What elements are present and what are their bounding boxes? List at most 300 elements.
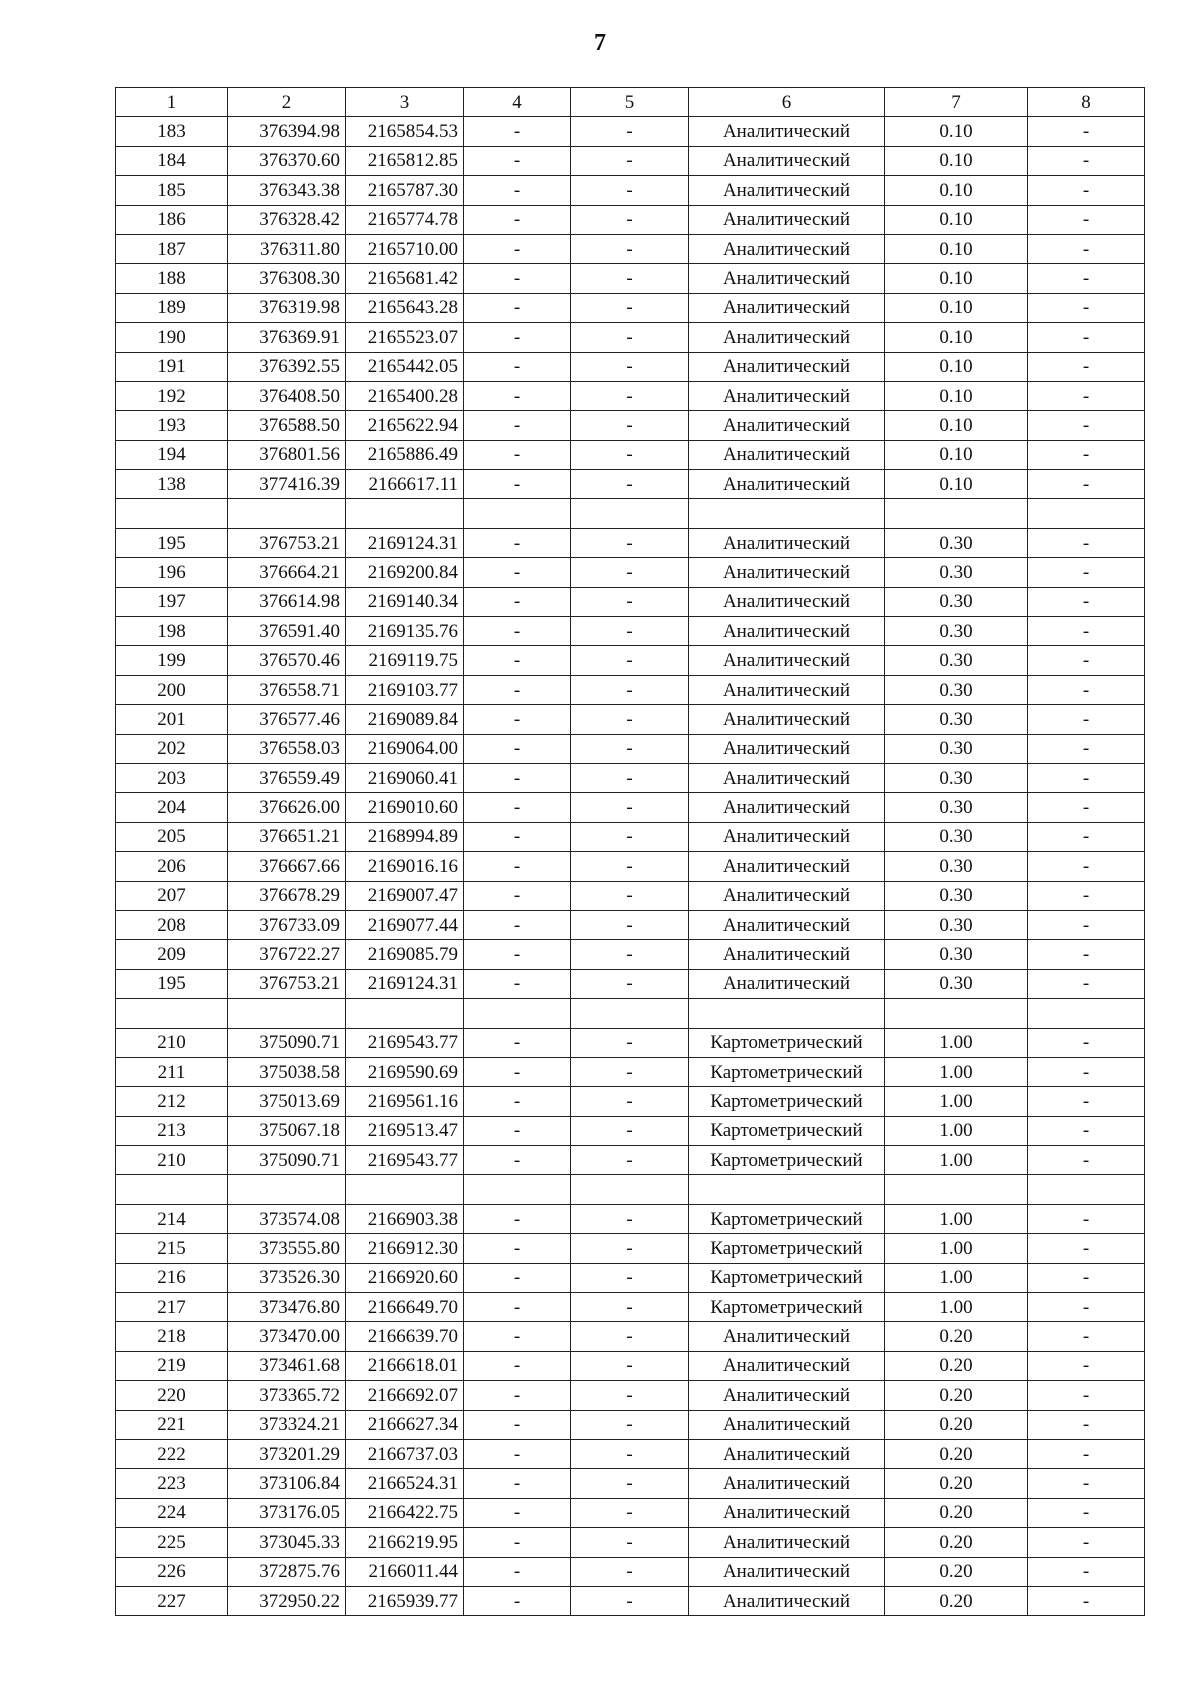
- table-cell: 2165681.42: [346, 264, 464, 293]
- column-header-6: 6: [689, 88, 885, 117]
- table-cell: 2165710.00: [346, 234, 464, 263]
- table-cell: -: [1028, 1263, 1145, 1292]
- table-cell: -: [1028, 146, 1145, 175]
- column-header-1: 1: [116, 88, 228, 117]
- table-cell: 375090.71: [228, 1028, 346, 1057]
- table-cell: 1.00: [885, 1293, 1028, 1322]
- table-cell: -: [571, 234, 689, 263]
- table-cell: 197: [116, 587, 228, 616]
- table-cell: Аналитический: [689, 646, 885, 675]
- table-cell: 195: [116, 528, 228, 557]
- table-cell: [464, 999, 571, 1028]
- table-row: [116, 1586, 1145, 1615]
- table-cell: -: [571, 558, 689, 587]
- table-cell: -: [571, 793, 689, 822]
- table-cell: -: [464, 1381, 571, 1410]
- table-row: [116, 1498, 1145, 1527]
- table-cell: 2169543.77: [346, 1146, 464, 1175]
- table-cell: 0.30: [885, 852, 1028, 881]
- table-cell: 376370.60: [228, 146, 346, 175]
- table-cell: 0.20: [885, 1586, 1028, 1615]
- table-cell: -: [464, 470, 571, 499]
- table-row: [116, 381, 1145, 410]
- table-cell: 2169119.75: [346, 646, 464, 675]
- table-cell: 183: [116, 117, 228, 146]
- table-cell: 184: [116, 146, 228, 175]
- table-cell: -: [571, 176, 689, 205]
- table-cell: Аналитический: [689, 940, 885, 969]
- table-cell: Картометрический: [689, 1116, 885, 1145]
- table-cell: -: [1028, 323, 1145, 352]
- table-cell: -: [1028, 1234, 1145, 1263]
- table-cell: Аналитический: [689, 528, 885, 557]
- table-cell: 2169007.47: [346, 881, 464, 910]
- table-cell: 0.30: [885, 528, 1028, 557]
- table-cell: [571, 499, 689, 528]
- table-cell: 2166617.11: [346, 470, 464, 499]
- table-cell: 2169060.41: [346, 763, 464, 792]
- coordinates-table: [115, 87, 1145, 1616]
- table-cell: 0.10: [885, 381, 1028, 410]
- table-cell: -: [464, 558, 571, 587]
- table-cell: 0.20: [885, 1351, 1028, 1380]
- table-cell: -: [464, 881, 571, 910]
- table-cell: -: [464, 1322, 571, 1351]
- table-cell: -: [571, 1528, 689, 1557]
- table-cell: 2169561.16: [346, 1087, 464, 1116]
- column-header-8: 8: [1028, 88, 1145, 117]
- table-row: [116, 675, 1145, 704]
- table-cell: -: [1028, 1087, 1145, 1116]
- table-cell: 375038.58: [228, 1057, 346, 1086]
- table-cell: 218: [116, 1322, 228, 1351]
- table-cell: 2165812.85: [346, 146, 464, 175]
- table-row: [116, 1057, 1145, 1086]
- table-cell: 186: [116, 205, 228, 234]
- table-cell: -: [464, 1528, 571, 1557]
- table-cell: -: [464, 1263, 571, 1292]
- table-cell: 2166011.44: [346, 1557, 464, 1586]
- table-cell: 0.10: [885, 323, 1028, 352]
- table-cell: 206: [116, 852, 228, 881]
- table-cell: 204: [116, 793, 228, 822]
- table-cell: 0.30: [885, 646, 1028, 675]
- table-cell: [885, 999, 1028, 1028]
- table-cell: 376753.21: [228, 528, 346, 557]
- table-cell: Аналитический: [689, 352, 885, 381]
- table-cell: Аналитический: [689, 1322, 885, 1351]
- table-row: [116, 176, 1145, 205]
- table-cell: [1028, 1175, 1145, 1204]
- table-cell: -: [1028, 1204, 1145, 1233]
- table-cell: [689, 1175, 885, 1204]
- table-cell: Аналитический: [689, 1381, 885, 1410]
- table-row: [116, 264, 1145, 293]
- table-cell: -: [571, 440, 689, 469]
- table-cell: -: [464, 1410, 571, 1439]
- table-cell: -: [1028, 470, 1145, 499]
- table-cell: -: [464, 646, 571, 675]
- table-cell: 0.10: [885, 234, 1028, 263]
- table-cell: -: [1028, 910, 1145, 939]
- table-cell: Аналитический: [689, 470, 885, 499]
- table-cell: -: [571, 881, 689, 910]
- table-cell: -: [571, 146, 689, 175]
- table-cell: 202: [116, 734, 228, 763]
- table-cell: -: [1028, 852, 1145, 881]
- table-row: [116, 558, 1145, 587]
- table-row: [116, 1293, 1145, 1322]
- table-cell: [116, 999, 228, 1028]
- table-cell: -: [464, 440, 571, 469]
- table-cell: 2169077.44: [346, 910, 464, 939]
- table-row: [116, 293, 1145, 322]
- table-cell: 210: [116, 1028, 228, 1057]
- table-cell: [571, 999, 689, 1028]
- table-cell: 2169016.16: [346, 852, 464, 881]
- table-cell: -: [464, 117, 571, 146]
- table-cell: 376394.98: [228, 117, 346, 146]
- table-row: [116, 1087, 1145, 1116]
- table-row: [116, 1204, 1145, 1233]
- table-cell: -: [1028, 1557, 1145, 1586]
- table-row: [116, 1322, 1145, 1351]
- table-cell: -: [1028, 881, 1145, 910]
- table-cell: 191: [116, 352, 228, 381]
- table-cell: 2168994.89: [346, 822, 464, 851]
- table-cell: 0.20: [885, 1381, 1028, 1410]
- table-cell: -: [571, 1351, 689, 1380]
- table-cell: 0.20: [885, 1557, 1028, 1586]
- table-cell: -: [464, 1116, 571, 1145]
- table-cell: 2169064.00: [346, 734, 464, 763]
- table-cell: 190: [116, 323, 228, 352]
- table-cell: 376408.50: [228, 381, 346, 410]
- table-cell: 196: [116, 558, 228, 587]
- table-row: [116, 587, 1145, 616]
- table-cell: Картометрический: [689, 1057, 885, 1086]
- table-cell: -: [1028, 234, 1145, 263]
- table-cell: 0.20: [885, 1410, 1028, 1439]
- table-cell: -: [571, 264, 689, 293]
- table-cell: 214: [116, 1204, 228, 1233]
- blank-separator-row: [116, 499, 1145, 528]
- table-cell: 2169590.69: [346, 1057, 464, 1086]
- table-cell: [346, 999, 464, 1028]
- table-cell: 373461.68: [228, 1351, 346, 1380]
- table-cell: -: [464, 1351, 571, 1380]
- table-cell: 2166627.34: [346, 1410, 464, 1439]
- table-cell: -: [1028, 1146, 1145, 1175]
- table-row: [116, 205, 1145, 234]
- table-cell: -: [464, 1586, 571, 1615]
- table-cell: Аналитический: [689, 146, 885, 175]
- table-cell: Аналитический: [689, 822, 885, 851]
- table-row: [116, 1439, 1145, 1468]
- table-cell: Аналитический: [689, 1586, 885, 1615]
- table-cell: 2169010.60: [346, 793, 464, 822]
- table-cell: 2165854.53: [346, 117, 464, 146]
- table-cell: 0.30: [885, 734, 1028, 763]
- table-cell: 0.30: [885, 617, 1028, 646]
- table-cell: -: [571, 705, 689, 734]
- table-cell: 2166649.70: [346, 1293, 464, 1322]
- table-row: [116, 323, 1145, 352]
- table-cell: -: [571, 763, 689, 792]
- table-cell: -: [464, 1557, 571, 1586]
- table-cell: -: [1028, 528, 1145, 557]
- table-cell: 209: [116, 940, 228, 969]
- table-row: [116, 763, 1145, 792]
- table-cell: -: [571, 1410, 689, 1439]
- table-cell: 373470.00: [228, 1322, 346, 1351]
- table-cell: 375013.69: [228, 1087, 346, 1116]
- table-cell: 0.30: [885, 793, 1028, 822]
- table-cell: -: [571, 381, 689, 410]
- table-cell: 2166912.30: [346, 1234, 464, 1263]
- table-cell: Аналитический: [689, 1439, 885, 1468]
- table-cell: -: [571, 1557, 689, 1586]
- table-cell: 189: [116, 293, 228, 322]
- table-cell: Картометрический: [689, 1028, 885, 1057]
- table-cell: -: [464, 1087, 571, 1116]
- table-row: [116, 705, 1145, 734]
- table-cell: 2165643.28: [346, 293, 464, 322]
- table-cell: 187: [116, 234, 228, 263]
- table-cell: -: [1028, 969, 1145, 998]
- table-cell: -: [464, 1146, 571, 1175]
- table-cell: Аналитический: [689, 205, 885, 234]
- header-row: [116, 88, 1145, 117]
- table-cell: -: [1028, 381, 1145, 410]
- table-cell: 2169124.31: [346, 969, 464, 998]
- table-cell: -: [571, 1498, 689, 1527]
- table-cell: 372950.22: [228, 1586, 346, 1615]
- table-cell: -: [571, 470, 689, 499]
- table-cell: 2165622.94: [346, 411, 464, 440]
- table-row: [116, 910, 1145, 939]
- table-cell: 376733.09: [228, 910, 346, 939]
- table-cell: 376722.27: [228, 940, 346, 969]
- table-cell: 376392.55: [228, 352, 346, 381]
- table-cell: 373176.05: [228, 1498, 346, 1527]
- table-cell: Картометрический: [689, 1146, 885, 1175]
- table-cell: -: [464, 381, 571, 410]
- table-cell: -: [1028, 793, 1145, 822]
- table-cell: 0.10: [885, 146, 1028, 175]
- table-cell: 376570.46: [228, 646, 346, 675]
- table-cell: 376311.80: [228, 234, 346, 263]
- table-cell: 0.30: [885, 558, 1028, 587]
- table-cell: [1028, 499, 1145, 528]
- table-cell: 373324.21: [228, 1410, 346, 1439]
- table-cell: 0.20: [885, 1439, 1028, 1468]
- table-cell: [116, 1175, 228, 1204]
- table-cell: 2166737.03: [346, 1439, 464, 1468]
- table-cell: 2166219.95: [346, 1528, 464, 1557]
- table-cell: 2165886.49: [346, 440, 464, 469]
- table-cell: -: [464, 1234, 571, 1263]
- table-cell: 376678.29: [228, 881, 346, 910]
- table-cell: 372875.76: [228, 1557, 346, 1586]
- table-cell: [689, 999, 885, 1028]
- table-cell: Аналитический: [689, 1557, 885, 1586]
- table-cell: 2165523.07: [346, 323, 464, 352]
- table-cell: -: [1028, 675, 1145, 704]
- table-cell: -: [1028, 1498, 1145, 1527]
- table-cell: -: [1028, 264, 1145, 293]
- table-cell: [885, 1175, 1028, 1204]
- table-cell: 211: [116, 1057, 228, 1086]
- table-cell: -: [1028, 763, 1145, 792]
- table-cell: Аналитический: [689, 1528, 885, 1557]
- table-cell: -: [571, 969, 689, 998]
- table-cell: 0.30: [885, 969, 1028, 998]
- table-cell: 201: [116, 705, 228, 734]
- table-cell: [228, 499, 346, 528]
- table-cell: 1.00: [885, 1057, 1028, 1086]
- table-cell: -: [571, 205, 689, 234]
- table-cell: 2169135.76: [346, 617, 464, 646]
- table-cell: 220: [116, 1381, 228, 1410]
- table-cell: -: [464, 1439, 571, 1468]
- table-body: [116, 117, 1145, 1616]
- table-cell: -: [571, 1057, 689, 1086]
- table-cell: 2169543.77: [346, 1028, 464, 1057]
- table-row: [116, 1557, 1145, 1586]
- table-cell: -: [571, 1439, 689, 1468]
- table-cell: -: [1028, 352, 1145, 381]
- table-cell: -: [1028, 1351, 1145, 1380]
- table-cell: -: [464, 264, 571, 293]
- table-cell: Картометрический: [689, 1204, 885, 1233]
- table-cell: -: [464, 293, 571, 322]
- table-cell: 2166639.70: [346, 1322, 464, 1351]
- table-cell: Аналитический: [689, 440, 885, 469]
- table-row: [116, 822, 1145, 851]
- table-cell: -: [1028, 587, 1145, 616]
- table-cell: [116, 499, 228, 528]
- table-cell: Аналитический: [689, 1469, 885, 1498]
- table-cell: -: [1028, 1293, 1145, 1322]
- table-cell: -: [1028, 1586, 1145, 1615]
- table-cell: -: [464, 1469, 571, 1498]
- table-row: [116, 793, 1145, 822]
- table-cell: 224: [116, 1498, 228, 1527]
- table-cell: 1.00: [885, 1087, 1028, 1116]
- table-cell: -: [1028, 205, 1145, 234]
- table-row: [116, 234, 1145, 263]
- table-cell: 376664.21: [228, 558, 346, 587]
- table-cell: 376588.50: [228, 411, 346, 440]
- table-cell: 376753.21: [228, 969, 346, 998]
- table-cell: -: [1028, 440, 1145, 469]
- table-cell: 2165442.05: [346, 352, 464, 381]
- table-cell: 376369.91: [228, 323, 346, 352]
- table-cell: 198: [116, 617, 228, 646]
- table-cell: -: [1028, 1528, 1145, 1557]
- table-cell: -: [464, 587, 571, 616]
- table-cell: 2165774.78: [346, 205, 464, 234]
- table-cell: -: [464, 1028, 571, 1057]
- table-cell: Аналитический: [689, 793, 885, 822]
- table-row: [116, 1028, 1145, 1057]
- table-row: [116, 940, 1145, 969]
- table-cell: -: [1028, 1057, 1145, 1086]
- table-cell: Аналитический: [689, 1351, 885, 1380]
- table-cell: 2165939.77: [346, 1586, 464, 1615]
- table-cell: -: [571, 1087, 689, 1116]
- table-cell: 2169089.84: [346, 705, 464, 734]
- table-cell: 0.30: [885, 675, 1028, 704]
- table-cell: 0.30: [885, 881, 1028, 910]
- table-cell: 223: [116, 1469, 228, 1498]
- table-cell: -: [464, 146, 571, 175]
- table-cell: -: [464, 675, 571, 704]
- table-cell: 203: [116, 763, 228, 792]
- table-row: [116, 1234, 1145, 1263]
- table-cell: 2166692.07: [346, 1381, 464, 1410]
- table-cell: 2166524.31: [346, 1469, 464, 1498]
- table-cell: -: [464, 617, 571, 646]
- table-cell: 373476.80: [228, 1293, 346, 1322]
- table-cell: 0.20: [885, 1322, 1028, 1351]
- table-cell: 1.00: [885, 1204, 1028, 1233]
- table-cell: -: [1028, 1028, 1145, 1057]
- table-cell: 373526.30: [228, 1263, 346, 1292]
- table-cell: -: [571, 411, 689, 440]
- table-cell: -: [571, 117, 689, 146]
- table-cell: 2165787.30: [346, 176, 464, 205]
- table-cell: Аналитический: [689, 381, 885, 410]
- table-cell: 188: [116, 264, 228, 293]
- table-row: [116, 411, 1145, 440]
- table-cell: 0.10: [885, 176, 1028, 205]
- table-cell: 376614.98: [228, 587, 346, 616]
- table-cell: -: [571, 1028, 689, 1057]
- table-cell: 376558.71: [228, 675, 346, 704]
- table-cell: -: [571, 1293, 689, 1322]
- table-cell: 0.10: [885, 411, 1028, 440]
- blank-separator-row: [116, 999, 1145, 1028]
- table-row: [116, 852, 1145, 881]
- table-cell: Аналитический: [689, 323, 885, 352]
- table-cell: Картометрический: [689, 1234, 885, 1263]
- table-cell: -: [1028, 1410, 1145, 1439]
- table-cell: 1.00: [885, 1263, 1028, 1292]
- table-cell: 1.00: [885, 1234, 1028, 1263]
- table-cell: -: [1028, 734, 1145, 763]
- table-cell: -: [464, 763, 571, 792]
- table-row: [116, 1381, 1145, 1410]
- table-cell: -: [571, 293, 689, 322]
- table-cell: 0.20: [885, 1469, 1028, 1498]
- table-cell: [885, 499, 1028, 528]
- table-cell: 207: [116, 881, 228, 910]
- table-header: [116, 88, 1145, 117]
- table-cell: Картометрический: [689, 1293, 885, 1322]
- table-cell: -: [1028, 293, 1145, 322]
- table-row: [116, 1351, 1145, 1380]
- table-cell: 185: [116, 176, 228, 205]
- table-cell: Аналитический: [689, 763, 885, 792]
- table-cell: Картометрический: [689, 1263, 885, 1292]
- table-cell: 0.20: [885, 1498, 1028, 1527]
- table-cell: -: [464, 705, 571, 734]
- table-cell: Аналитический: [689, 176, 885, 205]
- table-cell: 376308.30: [228, 264, 346, 293]
- table-row: [116, 1263, 1145, 1292]
